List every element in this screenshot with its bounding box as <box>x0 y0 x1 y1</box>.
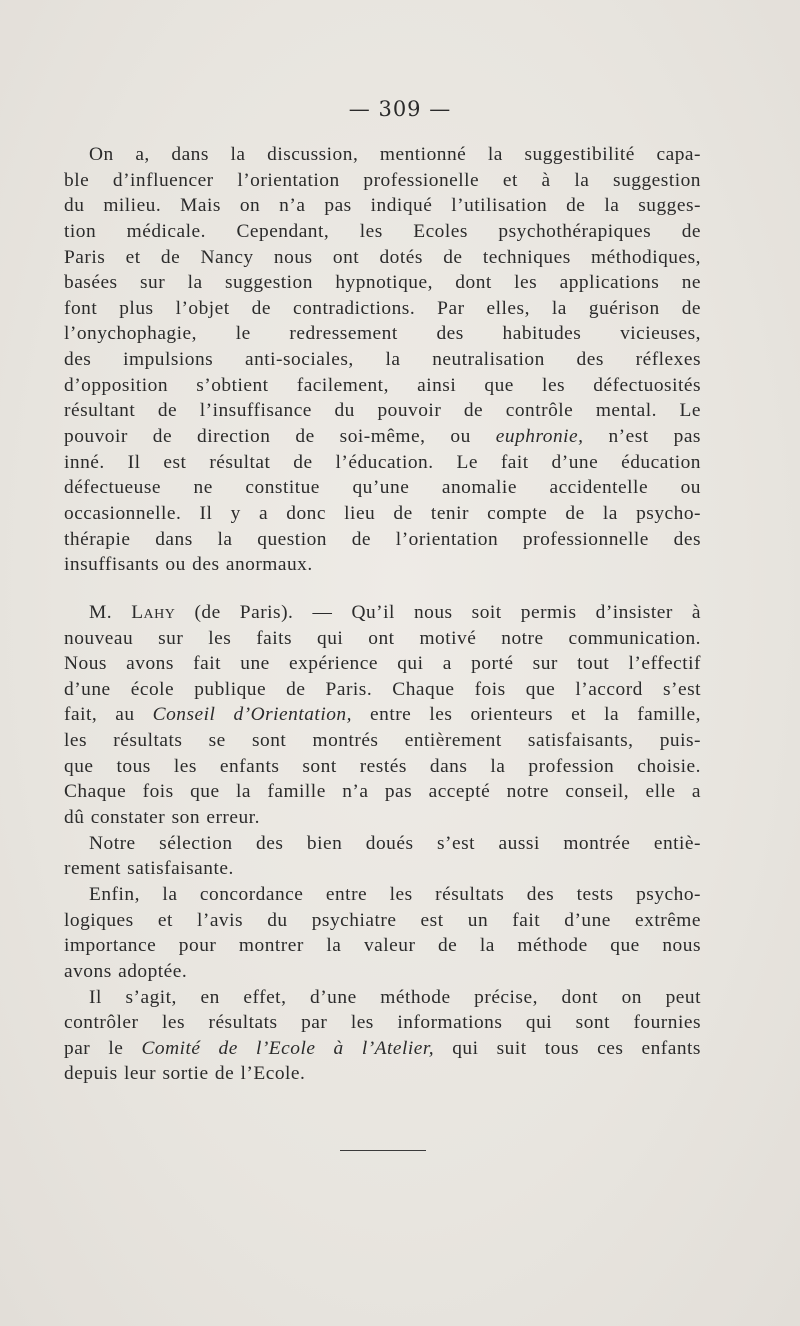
italic-term: Conseil d’Orientation, <box>152 704 352 726</box>
text-line: les résultats se sont montrés entièrement satisfaisants, puis- <box>64 730 701 752</box>
text-line: des impulsions anti-sociales, la neutralisation des réflexes <box>64 349 701 371</box>
text-line: que tous les enfants sont restés dans la profession choisie. <box>64 755 701 777</box>
text-line: On a, dans la discussion, mentionné la suggestibilité capa- <box>89 144 701 165</box>
italic-term: Comité de l’Ecole à l’Atelier, <box>141 1037 435 1059</box>
text-line: occasionnelle. Il y a donc lieu de tenir compte de la psycho- <box>64 502 701 524</box>
text-line: Nous avons fait une expérience qui a porté sur tout l’effectif <box>64 653 701 675</box>
end-rule <box>340 1150 426 1151</box>
text-segment: entre les orienteurs et la famille, <box>370 704 701 726</box>
text-line: d’une école publique de Paris. Chaque fois que l’accord s’est <box>64 678 701 700</box>
paragraph-4 <box>64 882 701 985</box>
text-line: l’onychophagie, le redressement des habitudes vicieuses, <box>64 323 701 345</box>
text-line: défectueuse ne constitue qu’une anomalie accidentelle ou <box>64 477 701 499</box>
text-line <box>64 424 701 450</box>
text-line <box>64 702 701 728</box>
paragraph-1 <box>64 142 701 578</box>
text-line: d’opposition s’obtient facilement, ainsi que les défectuosités <box>64 374 701 396</box>
text-segment: par le <box>64 1037 124 1059</box>
text-line: du milieu. Mais on n’a pas indiqué l’utilisation de la sugges- <box>64 195 701 217</box>
text-line: Il s’agit, en effet, d’une méthode précise, dont on peut <box>89 986 701 1008</box>
text-segment: pouvoir de direction de soi-même, ou <box>64 426 471 448</box>
text-segment: n’est pas <box>608 426 701 448</box>
text-line: thérapie dans la question de l’orientation professionnelle des <box>64 528 701 550</box>
paragraph-2 <box>64 600 701 831</box>
text-line: depuis leur sortie de l’Ecole. <box>64 1063 306 1085</box>
text-line <box>64 600 701 626</box>
text-line: tion médicale. Cependant, les Ecoles psychothérapiques de <box>64 220 701 242</box>
text-line: basées sur la suggestion hypnotique, dont les applications ne <box>64 272 701 294</box>
text-line: importance pour montrer la valeur de la méthode que nous <box>64 935 701 957</box>
page-number: — 309 — <box>348 97 452 121</box>
text-line <box>64 1036 701 1062</box>
text-line: Enfin, la concordance entre les résultats des tests psycho- <box>89 883 701 905</box>
text-line: font plus l’objet de contradictions. Par elles, la guérison de <box>64 297 701 319</box>
speaker-prefix: M. <box>89 601 113 623</box>
text-line: inné. Il est résultat de l’éducation. Le fait d’une éducation <box>64 451 701 473</box>
speaker-name: Lahy <box>131 601 176 623</box>
paragraph-5 <box>64 985 701 1088</box>
text-segment: fait, au <box>64 704 135 726</box>
text-line: contrôler les résultats par les informations qui sont fournies <box>64 1012 701 1034</box>
text-line: Paris et de Nancy nous ont dotés de techniques méthodiques, <box>64 246 701 268</box>
text-segment: qui suit tous ces enfants <box>452 1037 701 1059</box>
text-segment: (de Paris). — Qu’il nous soit permis d’insister à <box>194 601 701 623</box>
text-line: logiques et l’avis du psychiatre est un fait d’une extrême <box>64 909 701 931</box>
text-line: Notre sélection des bien doués s’est aussi montrée entiè- <box>89 832 701 854</box>
text-line: ble d’influencer l’orientation professionelle et à la suggestion <box>64 169 701 191</box>
paragraph-3 <box>64 831 701 882</box>
text-line: résultant de l’insuffisance du pouvoir de contrôle mental. Le <box>64 400 701 422</box>
body-text <box>64 142 701 1087</box>
text-line: Chaque fois que la famille n’a pas accepté notre conseil, elle a <box>64 781 701 803</box>
text-line: rement satisfaisante. <box>64 858 234 880</box>
text-line: nouveau sur les faits qui ont motivé notre communication. <box>64 627 701 649</box>
italic-term: euphronie, <box>495 426 584 448</box>
text-line: insuffisants ou des anormaux. <box>64 554 313 576</box>
text-line: avons adoptée. <box>64 960 188 982</box>
text-line: dû constater son erreur. <box>64 807 260 829</box>
paragraph-gap <box>64 578 701 600</box>
